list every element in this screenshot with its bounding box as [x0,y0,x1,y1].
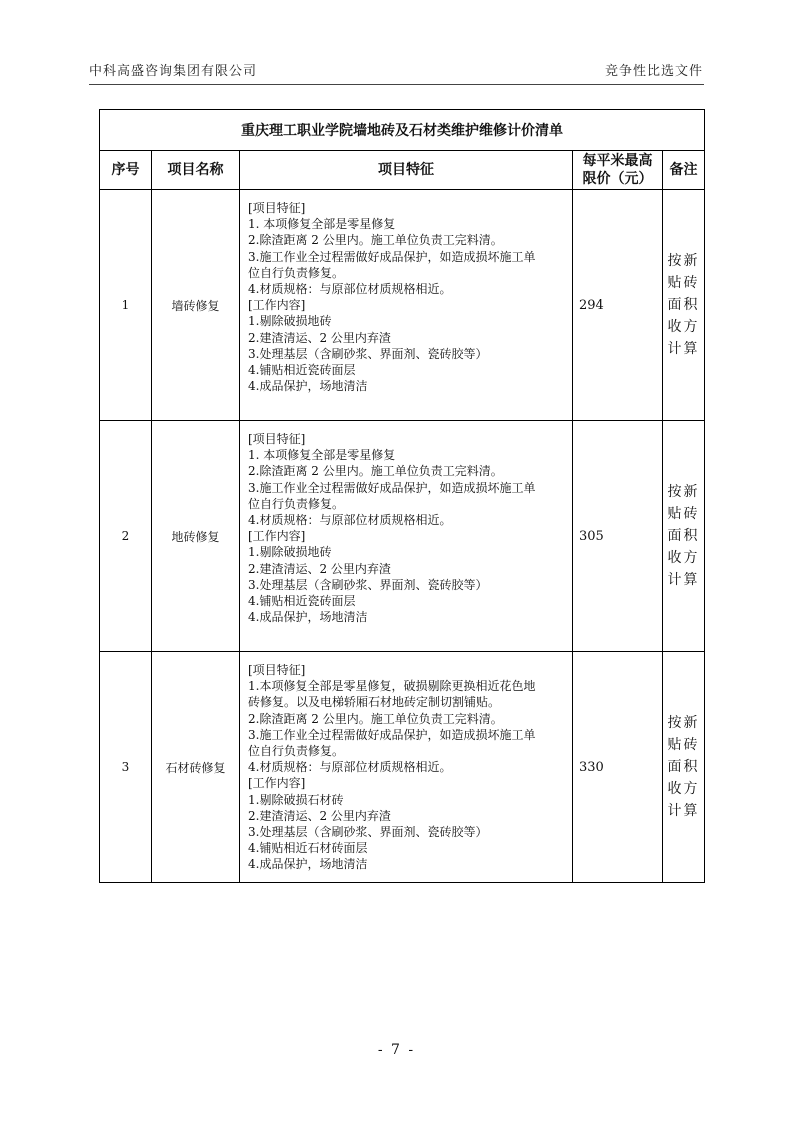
column-header-price-line1: 每平米最高 [582,153,653,169]
header-divider [89,84,704,85]
note-line: 收方 [667,319,700,335]
note-line: 贴砖 [667,737,700,753]
feature-line: 位自行负责修复。 [248,265,345,280]
document-type: 竞争性比选文件 [604,64,703,79]
feature-line: 2.除渣距离 2 公里内。施工单位负责工完料清。 [248,464,503,479]
feature-line: 4.铺贴相近石材砖面层 [248,841,368,856]
row-item-name: 墙砖修复 [152,190,240,421]
note-line: 计算 [667,803,700,819]
row-features [240,190,573,421]
row-features [240,421,573,652]
note-line: 贴砖 [667,275,700,291]
column-header-note: 备注 [663,151,705,190]
feature-line: 3.施工作业全过程需做好成品保护，如造成损坏施工单 [248,480,536,495]
page-number: - 7 - [377,1042,416,1058]
feature-line: 3.处理基层（含刷砂浆、界面剂、瓷砖胶等） [248,825,488,840]
column-header-price [573,151,663,190]
row-seq: 1 [100,190,152,421]
feature-line: 2.建渣清运、2 公里内弃渣 [248,561,391,576]
feature-line: 3.处理基层（含刷砂浆、界面剂、瓷砖胶等） [248,346,488,361]
note-line: 按新 [667,253,700,269]
note-line: 收方 [667,781,700,797]
price-list-table [99,109,705,883]
feature-line: 3.处理基层（含刷砂浆、界面剂、瓷砖胶等） [248,577,488,592]
table-row [100,421,705,652]
feature-line: 1.本项修复全部是零星修复，破损剔除更换相近花色地 [248,679,536,694]
feature-line: 1.剔除破损地砖 [248,545,332,560]
feature-line: 位自行负责修复。 [248,496,345,511]
row-features [240,652,573,883]
note-line: 贴砖 [667,506,700,522]
company-name: 中科高盛咨询集团有限公司 [89,64,258,79]
note-line: 按新 [667,715,700,731]
feature-line: 4.铺贴相近瓷砖面层 [248,594,356,609]
table-title: 重庆理工职业学院墙地砖及石材类维护维修计价清单 [100,110,705,151]
row-seq: 3 [100,652,152,883]
feature-line: 2.除渣距离 2 公里内。施工单位负责工完料清。 [248,711,503,726]
note-line: 计算 [667,341,700,357]
table-header-row [100,151,705,190]
column-header-price-line2: 限价（元） [582,171,653,187]
feature-line: [工作内容] [248,529,306,544]
row-note [663,652,705,883]
feature-line: 2.建渣清运、2 公里内弃渣 [248,330,391,345]
feature-line: 1.剔除破损石材砖 [248,792,344,807]
feature-line: [项目特征] [248,663,306,677]
feature-line: 3.施工作业全过程需做好成品保护，如造成损坏施工单 [248,249,536,264]
row-note [663,421,705,652]
note-line: 面积 [667,297,700,313]
feature-line: 4.成品保护，场地清洁 [248,857,368,872]
feature-line: 3.施工作业全过程需做好成品保护，如造成损坏施工单 [248,727,536,742]
row-price: 305 [573,421,663,652]
feature-line: 位自行负责修复。 [248,744,345,759]
feature-line: 4.成品保护，场地清洁 [248,379,368,394]
note-line: 面积 [667,759,700,775]
feature-line: [项目特征] [248,432,306,446]
feature-line: 4.材质规格：与原部位材质规格相近。 [248,513,452,528]
feature-line: 4.材质规格：与原部位材质规格相近。 [248,760,452,775]
feature-line: 4.铺贴相近瓷砖面层 [248,363,356,378]
row-note [663,190,705,421]
row-item-name: 石材砖修复 [152,652,240,883]
note-line: 计算 [667,572,700,588]
column-header-seq: 序号 [100,151,152,190]
row-seq: 2 [100,421,152,652]
note-line: 按新 [667,484,700,500]
feature-line: [项目特征] [248,201,306,215]
note-line: 面积 [667,528,700,544]
table-row [100,652,705,883]
column-header-name: 项目名称 [152,151,240,190]
table-row [100,190,705,421]
row-item-name: 地砖修复 [152,421,240,652]
column-header-features: 项目特征 [240,151,573,190]
note-line: 收方 [667,550,700,566]
feature-line: 2.建渣清运、2 公里内弃渣 [248,808,391,823]
feature-line: 砖修复。以及电梯轿厢石材地砖定制切割铺贴。 [248,695,501,710]
feature-line: 2.除渣距离 2 公里内。施工单位负责工完料清。 [248,233,503,248]
feature-line: [工作内容] [248,298,306,313]
row-price: 330 [573,652,663,883]
feature-line: 4.材质规格：与原部位材质规格相近。 [248,282,452,297]
feature-line: 1.剔除破损地砖 [248,314,332,329]
feature-line: 1. 本项修复全部是零星修复 [248,448,396,463]
row-price: 294 [573,190,663,421]
feature-line: [工作内容] [248,776,306,791]
feature-line: 4.成品保护，场地清洁 [248,610,368,625]
feature-line: 1. 本项修复全部是零星修复 [248,217,396,232]
